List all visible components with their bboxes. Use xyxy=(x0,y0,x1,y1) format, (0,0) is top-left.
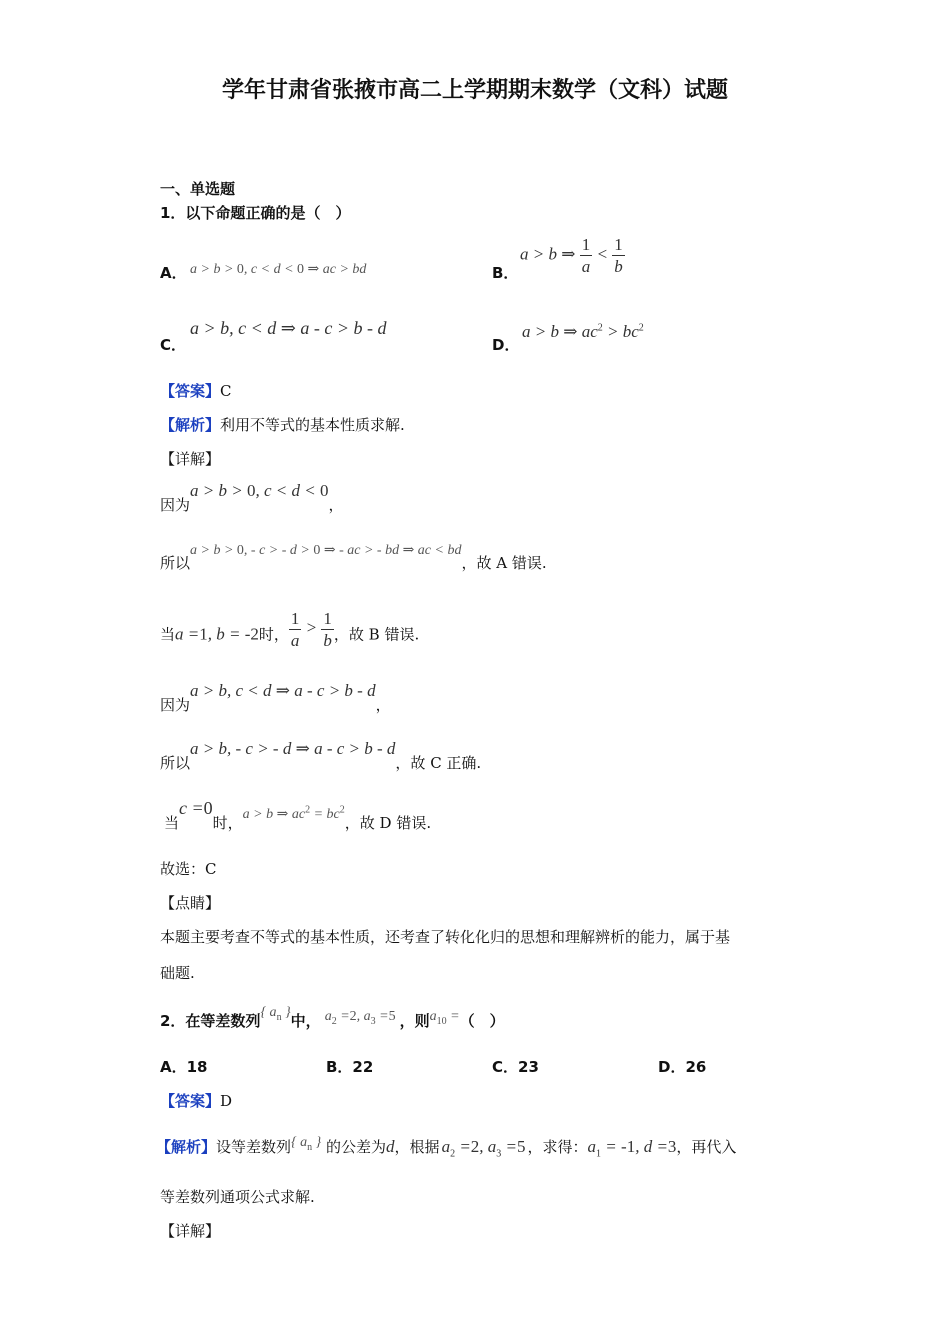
q2-option-b: B．22 xyxy=(326,1058,374,1076)
q2-answer: 【答案】D xyxy=(160,1092,233,1110)
q1-step-6: 当c =0时，a > b ⇒ $ac^2 = bc^2$，故 D 错误. xyxy=(164,798,432,832)
q1-option-a-formula: a > b > 0, c < d < 0 ⇒ ac > bd xyxy=(190,262,367,277)
q1-stem: 1．以下命题正确的是（ ） xyxy=(160,204,351,222)
q1-step-4: 因为a > b, c < d ⇒ a - c > b - d， xyxy=(160,681,391,714)
q1-option-c-label: C． xyxy=(160,336,187,354)
section-heading: 一、单选题 xyxy=(160,180,236,198)
q1-option-d-label: D． xyxy=(492,336,520,354)
q1-step-3: 当a =1, b = -2时， $\frac{1}{a}$ > $\frac{1}{b}$ ，故 B 错误. xyxy=(160,609,420,650)
q1-option-b-label: B． xyxy=(492,264,519,282)
q2-analysis-line-2: 等差数列通项公式求解. xyxy=(160,1188,315,1206)
q1-option-d-formula: a > b ⇒ $ac^2 > bc^2$ xyxy=(522,322,644,341)
q1-step-2: 所以a > b > 0, - c > - d > 0 ⇒ - ac > - bd ⇒ ac < bd，故 A 错误. xyxy=(160,543,547,572)
q1-option-a-label: A． xyxy=(160,264,187,282)
q1-comment-line-1: 本题主要考查不等式的基本性质，还考查了转化化归的思想和理解辨析的能力，属于基 xyxy=(160,928,731,946)
q2-option-d: D．26 xyxy=(658,1058,707,1076)
q2-option-c: C．23 xyxy=(492,1058,539,1076)
q2-detail-tag: 【详解】 xyxy=(160,1222,221,1240)
q2-option-a: A．18 xyxy=(160,1058,208,1076)
q1-detail-tag: 【详解】 xyxy=(160,450,221,468)
q1-choice: 故选：C xyxy=(160,860,217,878)
q1-analysis: 【解析】利用不等式的基本性质求解. xyxy=(160,416,405,434)
q1-step-5: 所以a > b, - c > - d ⇒ a - c > b - d，故 C 正确. xyxy=(160,739,482,772)
q1-option-c-formula: a > b, c < d ⇒ a - c > b - d xyxy=(190,318,387,338)
q1-option-b-formula: a > b ⇒ $\frac{1}{a}$ < $\frac{1}{b}$ xyxy=(520,235,623,276)
page-title: 学年甘肃省张掖市高二上学期期末数学（文科）试题 xyxy=(221,78,728,103)
q2-analysis-line-1: 【解析】设等差数列{ $a_n$ } 的公差为d，根据 $a_2 =2$, $a_3 =5$ ，求得：$a_1 = -1$, d =3，再代入 xyxy=(156,1135,737,1160)
q1-step-1: 因为a > b > 0, c < d < 0， xyxy=(160,481,344,514)
q1-comment-tag: 【点睛】 xyxy=(160,894,221,912)
q2-stem: 2．在等差数列{ $a_n$ }中， $a_2 =2$, $a_3 =5$ ，则$a_{10}$ =（ ） xyxy=(160,1005,505,1030)
q1-comment-line-2: 础题. xyxy=(160,964,195,982)
q1-answer: 【答案】C xyxy=(160,382,232,400)
